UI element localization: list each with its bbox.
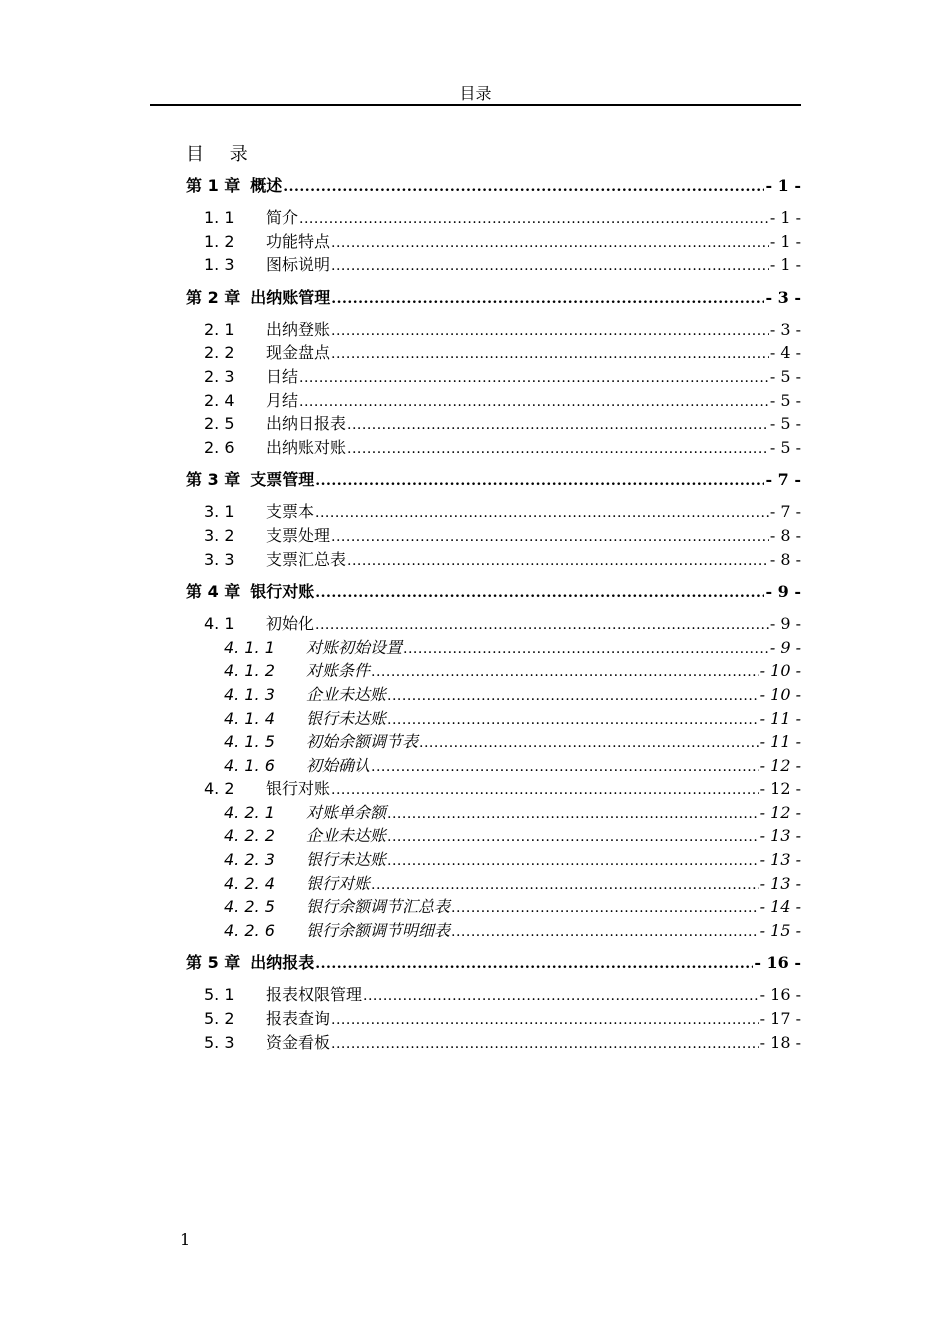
toc-entry-title: 支票本 <box>266 502 315 522</box>
toc-dot-leader <box>331 284 764 314</box>
toc-section-entry[interactable] <box>186 1007 801 1031</box>
toc-dot-leader <box>299 367 769 391</box>
toc-entry-title: 资金看板 <box>266 1032 331 1052</box>
toc-entry-number: 4. 2. 4 <box>224 873 275 893</box>
toc-entry-page: - 16 - <box>759 985 801 1005</box>
toc-section-entry[interactable] <box>186 983 801 1007</box>
toc-entry-number: 4. 1. 4 <box>224 708 275 728</box>
toc-entry-number: 4. 2. 5 <box>224 897 275 917</box>
toc-entry-title: 出纳账管理 <box>250 287 331 307</box>
toc-entry-number: 2. 2 <box>204 343 235 363</box>
toc-section-entry[interactable] <box>186 524 801 548</box>
toc-entry-number: 4. 1. 3 <box>224 684 275 704</box>
toc-entry-number: 1. 3 <box>204 255 235 275</box>
toc-entry-page: - 7 - <box>765 470 801 490</box>
toc-entry-title: 月结 <box>266 390 299 410</box>
toc-dot-leader <box>315 466 764 496</box>
toc-entry-number: 4. 2. 1 <box>224 802 275 822</box>
toc-entry-title: 银行余额调节汇总表 <box>306 897 451 917</box>
toc-chapter-entry[interactable] <box>186 948 801 978</box>
toc-entry-title: 概述 <box>250 176 283 195</box>
toc-entry-number: 2. 3 <box>204 366 235 386</box>
toc-section-entry[interactable] <box>186 412 801 436</box>
toc-entry-page: - 1 - <box>769 208 801 227</box>
toc-section-entry[interactable] <box>186 824 801 848</box>
toc-entry-page: - 10 - <box>759 684 801 704</box>
toc-entry-number: 第 4 章 <box>186 582 241 602</box>
toc-dot-leader <box>315 614 769 638</box>
toc-section-entry[interactable] <box>186 341 801 365</box>
toc-entry-page: - 12 - <box>759 802 801 822</box>
toc-entry-page: - 5 - <box>769 390 801 410</box>
toc-dot-leader <box>387 685 759 709</box>
toc-entry-title: 出纳报表 <box>250 953 315 973</box>
toc-section-entry[interactable] <box>186 253 801 277</box>
toc-dot-leader <box>387 850 759 874</box>
toc-entry-page: - 11 - <box>759 732 801 752</box>
toc-entry-title: 报表权限管理 <box>266 985 363 1005</box>
toc-entry-page: - 4 - <box>769 343 801 363</box>
toc-entry-title: 初始余额调节表 <box>306 732 419 752</box>
toc-entry-title: 现金盘点 <box>266 343 331 363</box>
toc-section-entry[interactable] <box>186 206 801 230</box>
toc-entry-title: 银行未达账 <box>306 708 387 728</box>
toc-dot-leader <box>331 232 769 256</box>
toc-entry-page: - 9 - <box>765 582 801 602</box>
toc-entry-number: 1. 1 <box>204 208 235 227</box>
toc-entry-title: 银行对账 <box>266 779 331 799</box>
table-of-contents <box>186 171 801 1054</box>
toc-section-entry[interactable] <box>186 848 801 872</box>
toc-entry-page: - 5 - <box>769 414 801 434</box>
toc-section-entry[interactable] <box>186 801 801 825</box>
toc-entry-number: 第 2 章 <box>186 287 241 307</box>
toc-entry-title: 日结 <box>266 366 299 386</box>
toc-section-entry[interactable] <box>186 683 801 707</box>
toc-dot-leader <box>331 779 759 803</box>
toc-entry-title: 对账单余额 <box>306 802 387 822</box>
header-rule <box>150 104 801 106</box>
toc-section-entry[interactable] <box>186 754 801 778</box>
toc-dot-leader <box>363 985 759 1009</box>
toc-dot-leader <box>331 255 769 279</box>
toc-entry-page: - 1 - <box>769 255 801 275</box>
toc-entry-number: 4. 2. 3 <box>224 850 275 870</box>
toc-entry-title: 银行余额调节明细表 <box>306 920 451 940</box>
toc-dot-leader <box>331 1033 759 1057</box>
toc-entry-page: - 1 - <box>769 231 801 251</box>
toc-entry-number: 5. 3 <box>204 1032 235 1052</box>
toc-section-entry[interactable] <box>186 230 801 254</box>
toc-entry-page: - 1 - <box>765 176 801 195</box>
toc-entry-number: 4. 2 <box>204 779 235 799</box>
toc-entry-page: - 8 - <box>769 549 801 569</box>
toc-entry-title: 支票处理 <box>266 525 331 545</box>
toc-entry-title: 支票汇总表 <box>266 549 347 569</box>
toc-entry-page: - 13 - <box>759 873 801 893</box>
toc-dot-leader <box>387 826 759 850</box>
toc-entry-number: 5. 2 <box>204 1009 235 1029</box>
toc-entry-title: 初始确认 <box>306 755 371 775</box>
toc-entry-number: 第 1 章 <box>186 176 241 195</box>
toc-section-entry[interactable] <box>186 389 801 413</box>
toc-entry-title: 对账初始设置 <box>306 637 403 657</box>
toc-entry-number: 4. 1. 6 <box>224 755 275 775</box>
toc-dot-leader <box>451 897 759 921</box>
toc-chapter-entry[interactable] <box>186 465 801 495</box>
toc-entry-title: 对账条件 <box>306 661 371 681</box>
toc-dot-leader <box>371 661 759 685</box>
toc-dot-leader <box>315 578 764 608</box>
toc-entry-number: 4. 1. 5 <box>224 732 275 752</box>
toc-section-entry[interactable] <box>186 895 801 919</box>
toc-section-entry[interactable] <box>186 919 801 943</box>
toc-entry-title: 银行对账 <box>306 873 371 893</box>
toc-chapter-entry[interactable] <box>186 171 801 201</box>
toc-dot-leader <box>347 414 769 438</box>
toc-section-entry[interactable] <box>186 777 801 801</box>
toc-entry-page: - 9 - <box>769 637 801 657</box>
page-header: 目录 <box>459 84 492 103</box>
toc-entry-title: 图标说明 <box>266 255 331 275</box>
toc-entry-title: 银行未达账 <box>306 850 387 870</box>
toc-entry-number: 4. 1 <box>204 614 235 634</box>
toc-entry-page: - 18 - <box>759 1032 801 1052</box>
toc-section-entry[interactable] <box>186 548 801 572</box>
toc-section-entry[interactable] <box>186 730 801 754</box>
toc-section-entry[interactable] <box>186 365 801 389</box>
toc-section-entry[interactable] <box>186 318 801 342</box>
toc-entry-page: - 10 - <box>759 661 801 681</box>
toc-entry-title: 出纳登账 <box>266 319 331 339</box>
toc-entry-page: - 15 - <box>759 920 801 940</box>
toc-chapter-entry[interactable] <box>186 283 801 313</box>
toc-entry-title: 银行对账 <box>250 582 315 602</box>
toc-dot-leader <box>331 1009 759 1033</box>
toc-entry-number: 1. 2 <box>204 231 235 251</box>
toc-entry-page: - 3 - <box>765 287 801 307</box>
toc-chapter-entry[interactable] <box>186 577 801 607</box>
toc-section-entry[interactable] <box>186 872 801 896</box>
toc-entry-page: - 12 - <box>759 779 801 799</box>
page-number: 1 <box>180 1230 191 1249</box>
toc-dot-leader <box>419 732 759 756</box>
toc-dot-leader <box>299 208 769 232</box>
toc-dot-leader <box>451 921 759 945</box>
toc-dot-leader <box>371 756 759 780</box>
toc-entry-title: 报表查询 <box>266 1009 331 1029</box>
toc-entry-title: 支票管理 <box>250 470 315 490</box>
toc-section-entry[interactable] <box>186 612 801 636</box>
toc-entry-page: - 9 - <box>769 614 801 634</box>
toc-title: 目 录 <box>186 144 258 165</box>
toc-section-entry[interactable] <box>186 1031 801 1055</box>
toc-entry-number: 5. 1 <box>204 985 235 1005</box>
toc-entry-number: 第 3 章 <box>186 470 241 490</box>
toc-entry-number: 2. 6 <box>204 437 235 457</box>
toc-entry-page: - 5 - <box>769 366 801 386</box>
toc-dot-leader <box>403 638 769 662</box>
toc-entry-number: 3. 1 <box>204 502 235 522</box>
toc-entry-page: - 11 - <box>759 708 801 728</box>
toc-section-entry[interactable] <box>186 636 801 660</box>
toc-entry-page: - 8 - <box>769 525 801 545</box>
toc-dot-leader <box>283 172 764 202</box>
toc-dot-leader <box>331 526 769 550</box>
toc-entry-title: 简介 <box>266 208 299 227</box>
toc-entry-title: 企业未达账 <box>306 826 387 846</box>
toc-entry-number: 4. 1. 1 <box>224 637 275 657</box>
toc-entry-title: 出纳日报表 <box>266 414 347 434</box>
toc-dot-leader <box>387 709 759 733</box>
toc-entry-page: - 7 - <box>769 502 801 522</box>
toc-section-entry[interactable] <box>186 436 801 460</box>
toc-entry-number: 4. 1. 2 <box>224 661 275 681</box>
toc-entry-number: 3. 2 <box>204 525 235 545</box>
toc-entry-page: - 13 - <box>759 826 801 846</box>
toc-dot-leader <box>371 874 759 898</box>
toc-entry-title: 企业未达账 <box>306 684 387 704</box>
toc-section-entry[interactable] <box>186 707 801 731</box>
toc-entry-page: - 13 - <box>759 850 801 870</box>
toc-section-entry[interactable] <box>186 500 801 524</box>
toc-entry-number: 2. 5 <box>204 414 235 434</box>
toc-dot-leader <box>387 803 759 827</box>
toc-entry-page: - 12 - <box>759 755 801 775</box>
toc-dot-leader <box>315 949 753 979</box>
toc-dot-leader <box>315 502 769 526</box>
toc-dot-leader <box>347 550 769 574</box>
toc-dot-leader <box>299 391 769 415</box>
toc-entry-page: - 16 - <box>754 953 801 973</box>
toc-entry-page: - 5 - <box>769 437 801 457</box>
toc-dot-leader <box>331 343 769 367</box>
toc-entry-page: - 14 - <box>759 897 801 917</box>
toc-entry-number: 2. 4 <box>204 390 235 410</box>
toc-entry-page: - 3 - <box>769 319 801 339</box>
toc-dot-leader <box>331 320 769 344</box>
toc-entry-page: - 17 - <box>759 1009 801 1029</box>
toc-entry-number: 3. 3 <box>204 549 235 569</box>
toc-entry-title: 功能特点 <box>266 231 331 251</box>
toc-section-entry[interactable] <box>186 659 801 683</box>
toc-entry-title: 出纳账对账 <box>266 437 347 457</box>
toc-dot-leader <box>347 438 769 462</box>
toc-entry-title: 初始化 <box>266 614 315 634</box>
toc-entry-number: 4. 2. 2 <box>224 826 275 846</box>
toc-entry-number: 2. 1 <box>204 319 235 339</box>
toc-entry-number: 第 5 章 <box>186 953 241 973</box>
toc-entry-number: 4. 2. 6 <box>224 920 275 940</box>
